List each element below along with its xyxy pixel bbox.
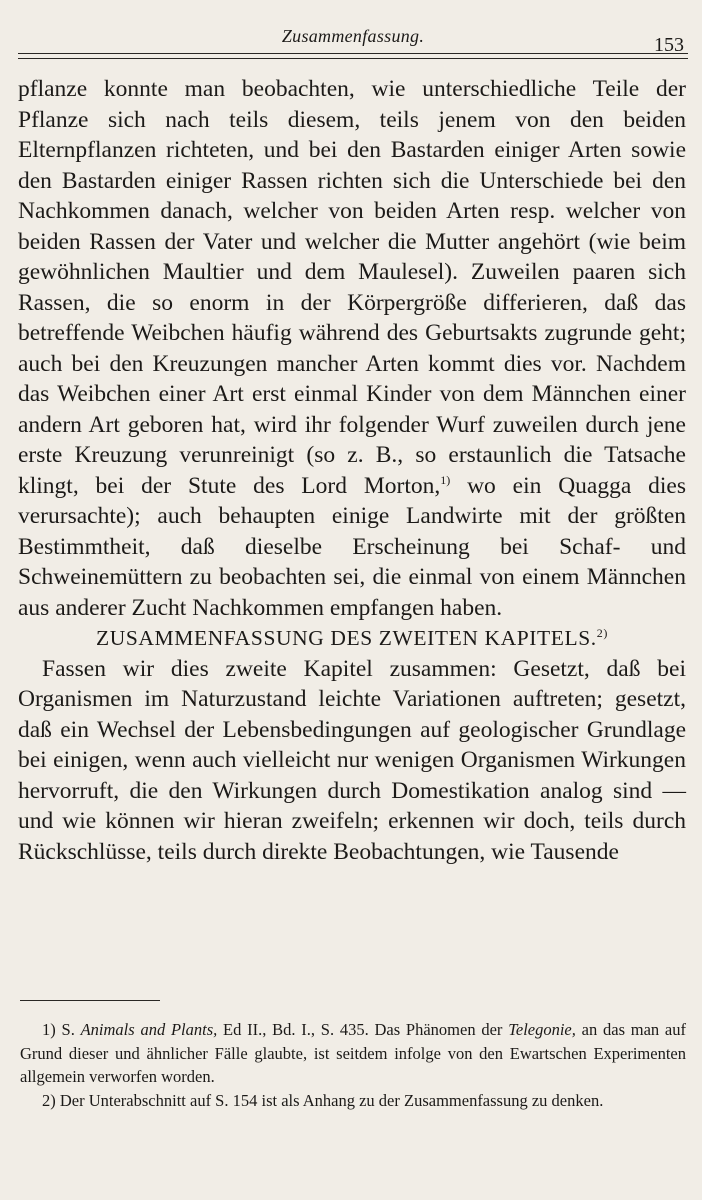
header-rule-bottom [18,58,688,59]
main-text [18,74,686,867]
paragraph-text: pflanze konnte man beobachten, wie unterschiedliche Teile der Pflanze sich nach teils diesem, teils jenem von den beiden Elternpflanzen richteten, und bei den Bastarden einiger Arten sowie den Bastarden einiger Rassen richten sich die Unterschiede bei den Nachkommen danach, welcher von beiden Arten resp. welcher von beiden Rassen der Vater und welcher die Mutter angehört (wie beim gewöhnlichen Maultier und dem Maulesel). Zuweilen paaren sich Rassen, die so enorm in der Körpergröße differieren, daß das betreffende Weibchen häufig während des Geburtsakts zugrunde geht; auch bei den Kreuzungen mancher Arten kommt dies vor. Nachdem das Weibchen einer Art erst einmal Kinder von dem Männchen einer andern Art geboren hat, wird ihr folgender Wurf zuweilen durch jene erste Kreuzung verunreinigt (so z. B., so erstaunlich die Tatsache klingt, bei der Stute des Lord Morton, [18,76,686,499]
running-title: Zusammenfassung. [281,26,425,46]
page-header [18,24,688,64]
footnote-2: 2) Der Unterabschnitt auf S. 154 ist als Anhang zu der Zusammenfassung zu denken. [42,1090,604,1110]
footnote-text: an das man auf Grund dieser und ähnlicher Fälle glaubte, ist seitdem infolge von den Ewartschen Experimenten allgemein verworfen worden. [20,1020,687,1086]
paragraph-text: wo ein Quagga dies verursachte); auch behaupten einige Landwirte mit der größten Bestimmtheit, daß dieselbe Erscheinung bei Schaf- und Schweinemüttern zu beobachten sei, die einmal von einem Männchen aus anderer Zucht Nachkommen empfangen haben. [18,472,686,621]
footnote-divider [20,1000,160,1001]
footnote-book-title: Animals and Plants, [80,1020,218,1039]
footnote-text: 1) S. [42,1020,81,1039]
footnote-term: Telegonie, [508,1020,576,1039]
header-rule-top [18,53,688,54]
footnote-mark-2: 2) [596,625,608,640]
paragraph-continuation [18,74,686,623]
page-number: 153 [654,34,684,56]
paragraph-summary: Fassen wir dies zweite Kapitel zusammen: Gesetzt, daß bei Organismen im Naturzustand leichte Variationen auftreten; gesetzt, daß ein Wechsel der Lebensbedingungen auf geologischer Grundlage bei einigen, wenn auch vielleicht nur wenigen Organismen Wirkungen hervorruft, die den Wirkungen durch Domestikation analog sind — und wie können wir hieran zweifeln; erkennen wir doch, teils durch Rückschlüsse, teils durch direkte Beobachtungen, wie Tausende [18,655,686,865]
footnote-text: Ed II., Bd. I., S. 435. Das Phänomen der [217,1020,509,1039]
section-heading [18,623,686,654]
footnote-1 [20,1018,686,1089]
footnotes [20,1018,686,1112]
section-heading-text: ZUSAMMENFASSUNG DES ZWEITEN KAPITELS. [96,626,597,650]
footnote-mark-1: 1) [440,472,451,487]
